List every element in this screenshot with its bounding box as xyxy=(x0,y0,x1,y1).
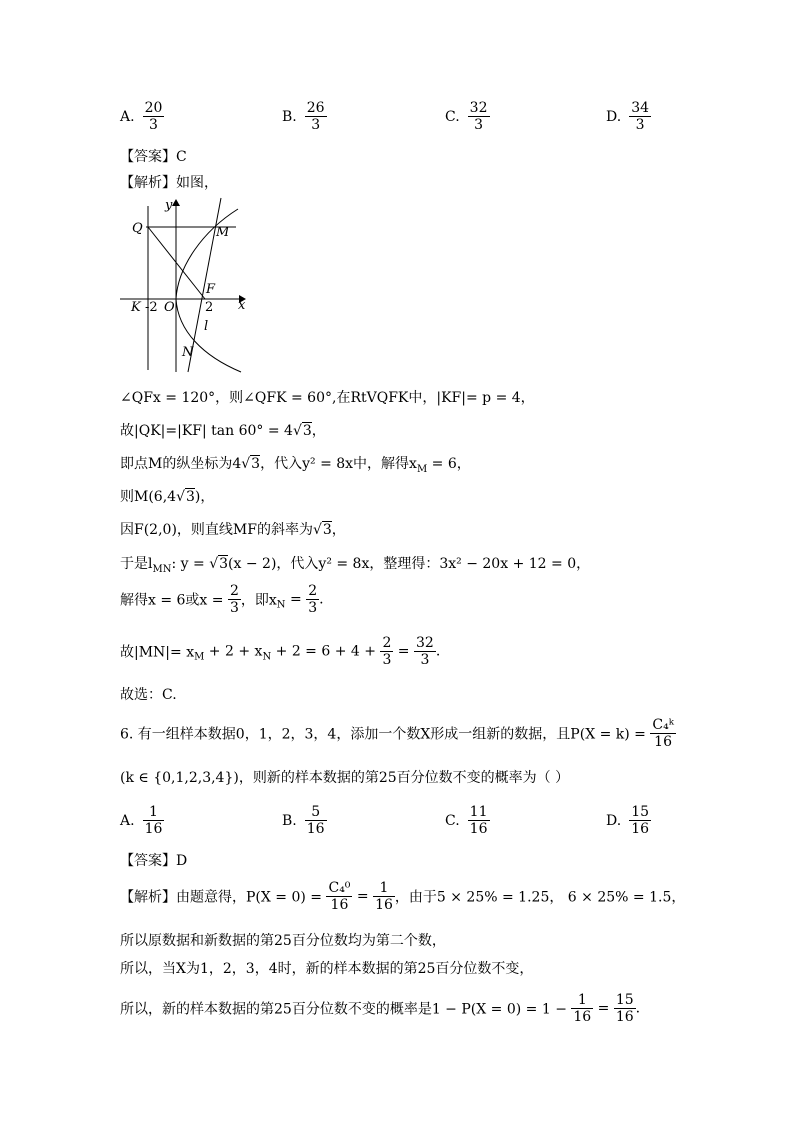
option-fraction xyxy=(468,100,490,133)
numerator: 15 xyxy=(615,992,634,1008)
fraction xyxy=(571,992,593,1025)
sqrt-sign: √ xyxy=(241,456,251,472)
numerator: 1 xyxy=(379,880,389,896)
answer-label: 【答案】 xyxy=(120,149,176,165)
analysis-line-3 xyxy=(120,453,471,475)
numerator: 20 xyxy=(144,100,163,116)
numerator: 2 xyxy=(308,583,318,599)
text: : y = xyxy=(171,556,210,572)
text: . xyxy=(635,1000,641,1017)
fraction xyxy=(414,635,436,668)
text: 于是l xyxy=(120,556,153,572)
text: ，即x xyxy=(240,592,277,609)
sqrt-sign: √ xyxy=(292,423,302,439)
text: . xyxy=(319,591,324,608)
text: = xyxy=(393,643,414,660)
denominator: 3 xyxy=(414,651,436,668)
text: 所以，当X为1，2，3，4时，新的样本数据的第25百分位数不变， xyxy=(120,961,534,977)
text: 即点M的纵坐标为4 xyxy=(120,456,242,472)
numerator: 34 xyxy=(631,100,650,116)
answer-value: C xyxy=(176,149,187,165)
denominator: 16 xyxy=(144,821,163,837)
option-fraction xyxy=(143,100,165,133)
q6-answer xyxy=(120,850,187,870)
subscript: MN xyxy=(152,563,172,575)
q5-answer xyxy=(120,146,187,166)
denominator: 16 xyxy=(375,897,393,913)
denominator: 3 xyxy=(229,600,239,616)
option-label: C. xyxy=(445,812,460,829)
option-label: D. xyxy=(606,812,622,829)
parabola-figure xyxy=(118,196,253,374)
q6-analysis-line-3 xyxy=(120,958,533,978)
option-fraction xyxy=(629,804,651,837)
q6-option-b xyxy=(282,804,327,837)
analysis-label: 【解析】 xyxy=(120,889,176,906)
sqrt-value: 3 xyxy=(219,556,229,572)
label-n: N xyxy=(182,345,194,360)
text: = 6， xyxy=(427,456,471,472)
label-2: 2 xyxy=(205,300,214,315)
fraction xyxy=(614,992,636,1025)
option-label: B. xyxy=(282,108,297,125)
fraction xyxy=(373,880,395,913)
subscript: N xyxy=(276,599,286,611)
denominator: 3 xyxy=(382,652,392,668)
option-label: A. xyxy=(120,108,135,125)
sqrt-value: 3 xyxy=(302,423,312,439)
denominator: 3 xyxy=(629,116,651,133)
q6-option-c xyxy=(445,804,490,837)
option-label: D. xyxy=(606,108,622,125)
denominator: 3 xyxy=(308,600,318,616)
denominator: 16 xyxy=(573,1009,592,1025)
text: 所以，新的样本数据的第25百分位数不变的概率是1 − P(X = 0) = 1 − xyxy=(120,1001,572,1018)
sqrt-value: 3 xyxy=(185,489,195,505)
text: + 2 + x xyxy=(204,643,263,660)
question-text: (k ∈ {0,1,2,3,4})，则新的样本数据的第25百分位数不变的概率为（ ） xyxy=(120,770,570,786)
answer-value: D xyxy=(176,853,188,869)
label-y: y xyxy=(165,198,173,213)
label-m: M xyxy=(216,225,230,240)
denominator: 16 xyxy=(615,1009,634,1025)
answer-label: 【答案】 xyxy=(120,853,176,869)
numerator: 32 xyxy=(469,100,488,116)
analysis-line-2 xyxy=(120,420,326,440)
label-neg2: -2 xyxy=(145,300,158,315)
label-q: Q xyxy=(132,221,143,236)
q6-stem-line-1 xyxy=(120,717,676,750)
analysis-line-7 xyxy=(120,583,324,616)
numerator: 5 xyxy=(311,804,321,820)
option-fraction xyxy=(305,100,327,133)
q6-analysis-line-2 xyxy=(120,930,446,950)
option-fraction xyxy=(305,804,327,837)
label-x: x xyxy=(238,298,246,313)
sqrt-value: 3 xyxy=(251,456,261,472)
text: = xyxy=(352,888,374,905)
numerator: 2 xyxy=(382,635,392,651)
q6-option-d xyxy=(606,804,651,837)
denominator: 3 xyxy=(305,116,327,133)
numerator: 15 xyxy=(631,804,650,820)
question-text: 6. 有一组样本数据0，1，2，3，4，添加一个数X形成一组新的数据，且P(X = k) = xyxy=(120,726,651,743)
fraction xyxy=(228,583,241,616)
text: 故选：C. xyxy=(120,687,177,703)
q6-analysis-line-4 xyxy=(120,992,640,1025)
text: 所以原数据和新数据的第25百分位数均为第二个数， xyxy=(120,933,446,949)
sqrt-value: 3 xyxy=(322,522,332,538)
analysis-line-6 xyxy=(120,553,590,575)
q5-option-c xyxy=(445,100,490,133)
analysis-line-9 xyxy=(120,684,177,704)
option-fraction xyxy=(629,100,651,133)
text: ， xyxy=(331,522,346,538)
text: 因F(2,0)，则直线MF的斜率为 xyxy=(120,522,313,538)
denominator: 16 xyxy=(650,733,675,750)
fraction xyxy=(306,583,319,616)
numerator: 1 xyxy=(149,804,158,820)
text: = xyxy=(285,591,307,608)
q6-option-a xyxy=(120,804,164,837)
label-f: F xyxy=(206,282,216,297)
subscript: M xyxy=(416,463,428,475)
denominator: 3 xyxy=(468,116,490,133)
text: ∠QFx = 120°，则∠QFK = 60°,在RtVQFK中，|KF|= p = 4， xyxy=(120,390,535,406)
option-fraction xyxy=(468,804,490,837)
denominator: 3 xyxy=(143,116,165,133)
text: 故|MN|= x xyxy=(120,644,195,661)
analysis-line-8 xyxy=(120,635,440,668)
numerator: C₄⁰ xyxy=(328,880,351,896)
text: = xyxy=(593,1000,614,1017)
sqrt-sign: √ xyxy=(312,522,322,538)
fraction xyxy=(380,635,393,668)
numerator: 32 xyxy=(416,635,434,651)
text: 由题意得，P(X = 0) = xyxy=(176,889,327,906)
denominator: 16 xyxy=(326,896,352,913)
q5-analysis-intro xyxy=(120,172,218,192)
option-fraction xyxy=(143,804,165,837)
text: + 2 = 6 + 4 + xyxy=(271,643,381,660)
q6-analysis-line-1 xyxy=(120,880,685,913)
fraction xyxy=(326,880,352,913)
numerator: 1 xyxy=(577,992,587,1008)
q5-option-d xyxy=(606,100,651,133)
numerator: 26 xyxy=(306,100,325,116)
q6-stem-line-2 xyxy=(120,767,569,787)
numerator: 2 xyxy=(229,583,239,599)
denominator: 16 xyxy=(631,821,650,837)
numerator: 11 xyxy=(469,804,488,820)
sqrt-sign: √ xyxy=(176,489,185,505)
label-k: K xyxy=(131,300,141,315)
q5-option-a xyxy=(120,100,164,133)
analysis-line-5 xyxy=(120,519,346,539)
option-label: C. xyxy=(445,108,460,125)
label-l: l xyxy=(204,319,209,334)
text: ，代入y² = 8x中，解得x xyxy=(260,456,417,472)
text: . xyxy=(435,643,441,660)
option-label: A. xyxy=(120,812,135,829)
text: ，由于5 × 25% = 1.25， 6 × 25% = 1.5， xyxy=(394,889,686,906)
analysis-label: 【解析】 xyxy=(120,175,176,191)
text: 解得x = 6或x = xyxy=(120,592,228,609)
q5-option-b xyxy=(282,100,327,133)
fraction xyxy=(650,717,675,750)
text: )， xyxy=(194,489,215,505)
sqrt-sign: √ xyxy=(209,556,219,572)
subscript: M xyxy=(194,651,205,663)
denominator: 16 xyxy=(469,821,488,837)
text: ， xyxy=(311,423,326,439)
text: 故|QK|=|KF| tan 60° = 4 xyxy=(120,423,293,439)
analysis-intro: 如图， xyxy=(176,175,218,191)
denominator: 16 xyxy=(306,821,325,837)
text: (x − 2)，代入y² = 8x，整理得：3x² − 20x + 12 = 0， xyxy=(228,556,591,572)
text: 则M(6,4 xyxy=(120,489,177,505)
numerator: C₄ᵏ xyxy=(652,717,674,733)
analysis-line-4 xyxy=(120,486,214,506)
analysis-line-1 xyxy=(120,387,535,407)
label-o: O xyxy=(164,300,175,315)
subscript: N xyxy=(262,651,272,663)
option-label: B. xyxy=(282,812,297,829)
